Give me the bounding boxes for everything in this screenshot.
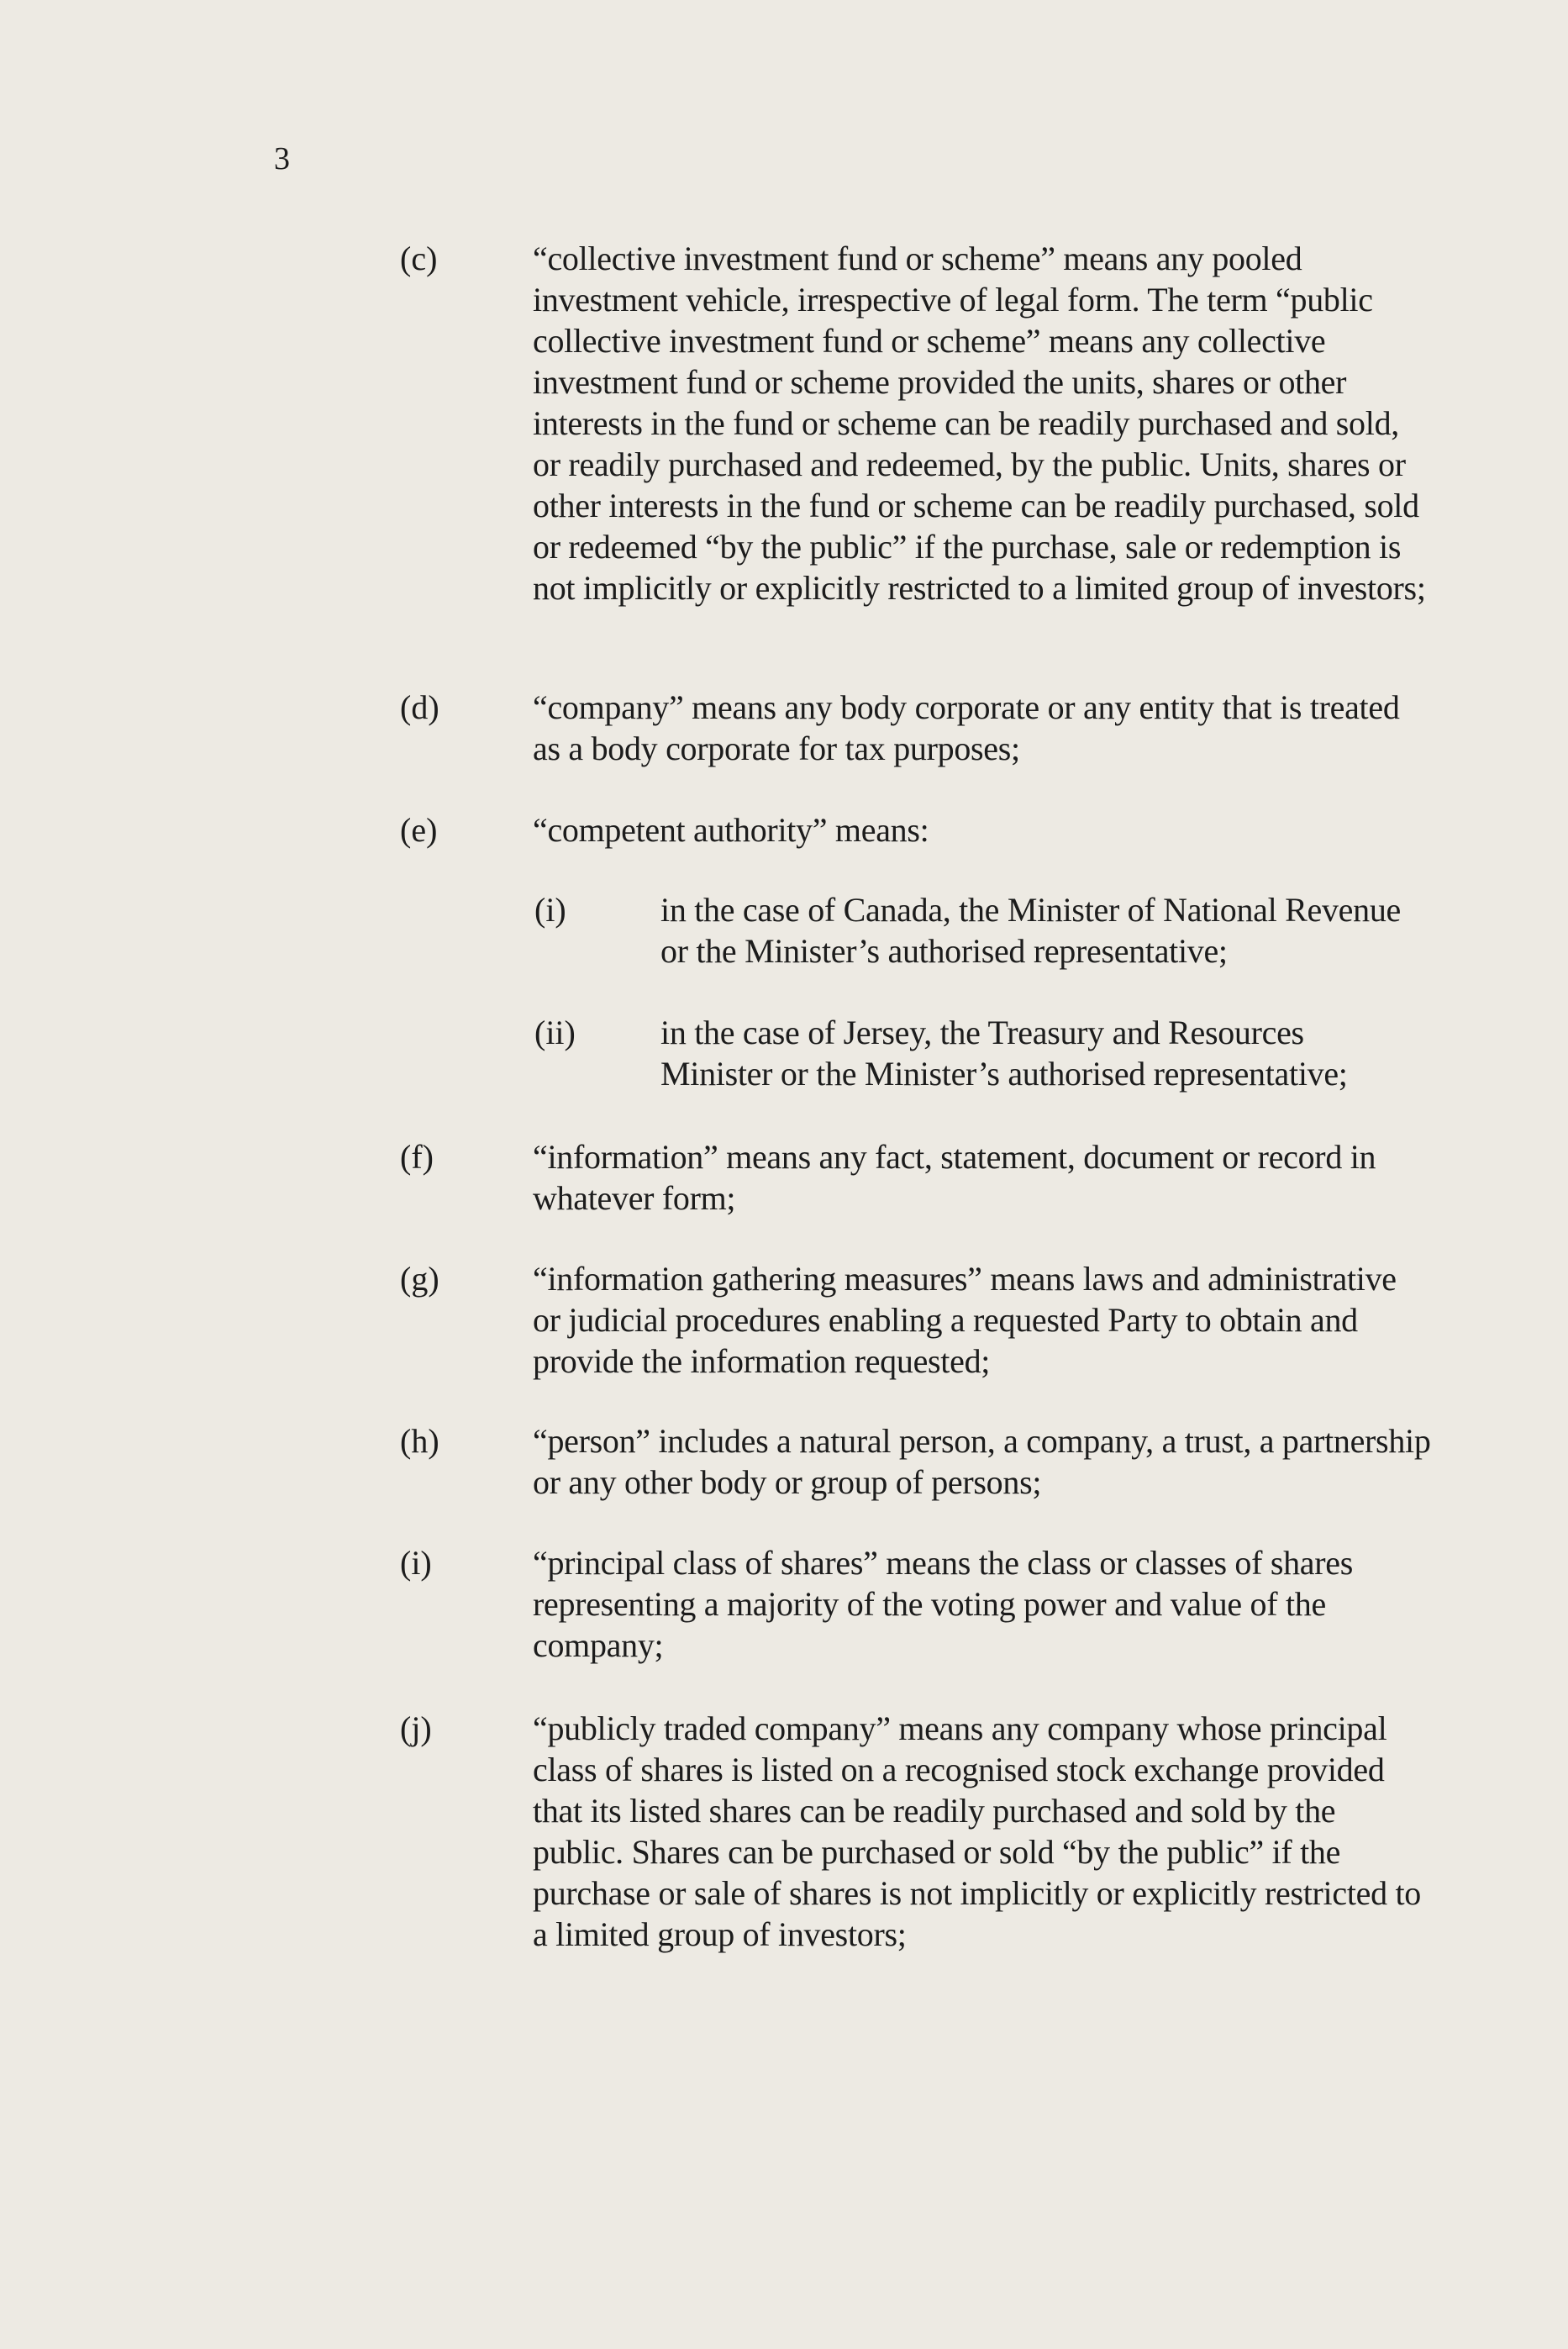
subitem-text: in the case of Canada, the Minister of National Revenue or the Minister’s authorised representative; bbox=[660, 891, 1401, 970]
definition-text: “publicly traded company” means any company whose principal class of shares is listed on a recognised stock exchange provided that its listed shares can be readily purchased and sold by the public. Shares can be purchased or sold “by the public” if the purchase or sale of shares is not implicitly or explicitly restricted to a limited group of investors; bbox=[533, 1709, 1421, 1953]
subitem-text: in the case of Jersey, the Treasury and Resources Minister or the Minister’s authorised representative; bbox=[660, 1014, 1348, 1093]
definition-label: (c) bbox=[400, 240, 438, 277]
definition-text: “collective investment fund or scheme” means any pooled investment vehicle, irrespective of legal form. The term “public collective investment fund or scheme” means any collective investment fund or scheme provided the units, shares or other interests in the fund or scheme can be readily purchased and sold, or readily purchased and redeemed, by the public. Units, shares or other interests in the fund or scheme can be readily purchased, sold or redeemed “by the public” if the purchase, sale or redemption is not implicitly or explicitly restricted to a limited group of investors; bbox=[533, 240, 1426, 607]
definition-label: (h) bbox=[400, 1422, 439, 1460]
definition-label: (d) bbox=[400, 688, 439, 726]
definition-text: “person” includes a natural person, a company, a trust, a partnership or any other body or group of persons; bbox=[533, 1422, 1431, 1501]
definition-label: (g) bbox=[400, 1260, 439, 1298]
definition-label: (e) bbox=[400, 811, 438, 849]
definition-label: (i) bbox=[400, 1544, 432, 1582]
definition-text: “information gathering measures” means laws and administrative or judicial procedures enabling a requested Party to obtain and provide the information requested; bbox=[533, 1260, 1397, 1380]
definition-text: “competent authority” means: bbox=[533, 811, 929, 849]
subitem-label: (ii) bbox=[534, 1014, 576, 1051]
definition-label: (j) bbox=[400, 1709, 432, 1747]
definition-text: “principal class of shares” means the class or classes of shares representing a majority of the voting power and value of the company; bbox=[533, 1544, 1353, 1664]
page-number: 3 bbox=[274, 141, 290, 176]
definition-label: (f) bbox=[400, 1138, 434, 1176]
definition-text: “information” means any fact, statement, document or record in whatever form; bbox=[533, 1138, 1376, 1217]
subitem-label: (i) bbox=[534, 891, 566, 929]
definition-text: “company” means any body corporate or any entity that is treated as a body corporate for tax purposes; bbox=[533, 688, 1400, 767]
